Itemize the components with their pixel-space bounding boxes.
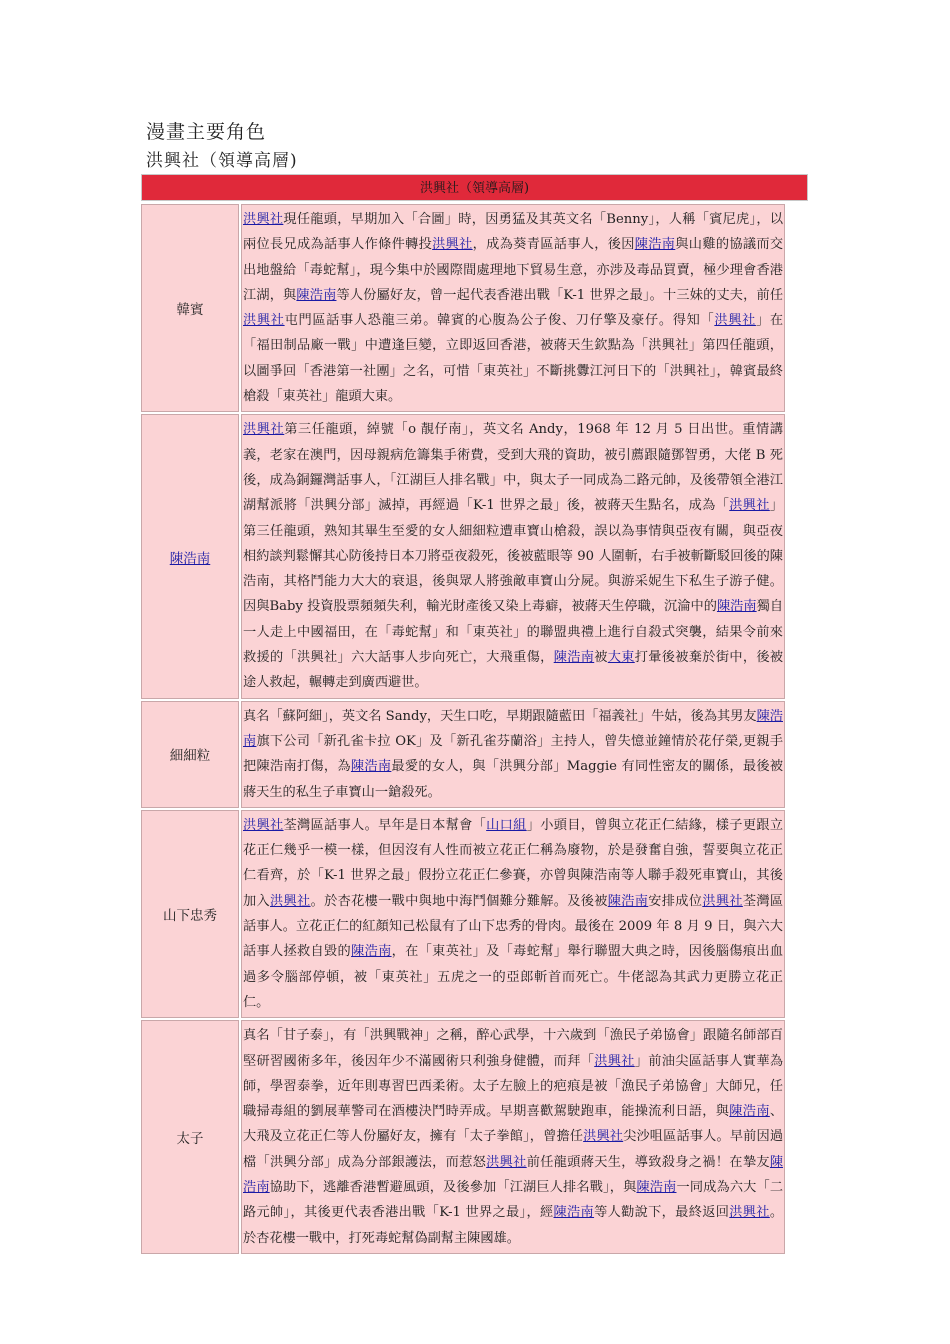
description-text: 被 — [594, 650, 608, 666]
description-text: 最愛的女人，與「洪興分部」Maggie 有同性密友的關係，最後被蔣天生的私生子車寶山一鎗殺死。 — [243, 759, 784, 800]
entity-link[interactable]: 陳浩南 — [351, 944, 392, 960]
entity-link[interactable]: 洪興社 — [243, 817, 284, 833]
character-name: 細細粒 — [169, 748, 211, 765]
entity-link[interactable]: 陳浩南 — [553, 650, 595, 666]
character-description — [241, 810, 785, 1018]
description-text: 、大飛及立花正仁等人份屬好友，擁有「太子拳館」，曾擔任 — [243, 1104, 784, 1145]
character-description — [241, 204, 785, 412]
entity-link[interactable]: 陳浩南 — [350, 759, 392, 775]
description-text: 第三任龍頭，綽號「o 靚仔南」，英文名 Andy，1968 年 12 月 5 日出世。重情講義，老家在澳門，因母親病危籌集手術費，受到大飛的資助，被引薦跟隨鄧智勇，大佬 B 死後，成為銅鑼灣話事人，「江湖巨人排名戰」中，與太子一同成為二路元帥，及後帶領全港江湖幫派將「洪興分部」滅掉，再經過「K-1 世界之最」後，被蔣天生點名，成為「 — [243, 422, 784, 514]
entity-link[interactable]: 洪興社 — [432, 237, 473, 253]
character-name: 山下忠秀 — [163, 908, 217, 925]
description-text: 。於杏花樓一戰中與地中海鬥個難分難解。及後被 — [310, 893, 608, 909]
entity-link[interactable]: 陳浩南 — [636, 1179, 677, 1195]
description-text: 一同成為六大「二路元帥」，其後更代表香港出戰「K-1 世界之最」，經 — [243, 1179, 784, 1221]
entity-link[interactable]: 洪興社 — [714, 313, 756, 329]
description-text: 」在「福田制品廠一戰」中遭逢巨變，立即返回香港，被蔣天生欽點為「洪興社」第四任龍頭，以圖爭回「香港第一社團」之名，可惜「東英社」不斷挑釁江河日下的「洪興社」，韓賓最終槍殺「東英社」龍頭大東。 — [243, 313, 784, 405]
entity-link[interactable]: 洪興社 — [594, 1053, 635, 1069]
entity-link[interactable]: 陳浩南 — [634, 237, 676, 253]
description-text: 」前油尖區話事人實華為師，學習泰拳，近年則專習巴西柔術。太子左臉上的疤痕是被「漁民子弟協會」大師兄，任職掃毒組的劉展華警司在酒樓決鬥時弄成。早期喜歡駕駛跑車，能操流利日語，與 — [243, 1053, 784, 1120]
entity-link[interactable]: 洪興社 — [729, 498, 770, 514]
description-text: 與山雞的協議而交出地盤給「毒蛇幫」，現今集中於國際間處理地下貿易生意，亦涉及毒品買賣，極少理會香港江湖，與 — [243, 237, 784, 303]
character-description — [241, 1020, 785, 1254]
description-text: ，在「東英社」及「毒蛇幫」舉行聯盟大典之時，因後腦傷痕出血過多令腦部停頓，被「東英社」五虎之一的亞郎斬首而死亡。牛佬認為其武力更勝立花正仁。 — [243, 944, 784, 1010]
description-text: 荃灣區話事人。早年是日本幫會「 — [283, 817, 487, 833]
character-name-cell — [141, 701, 239, 808]
character-name-cell — [141, 810, 239, 1018]
table-row — [141, 810, 785, 1018]
description-text: 尖沙咀區話事人。早前因過檔「洪興分部」成為分部銀護法，而惹怒 — [243, 1129, 784, 1170]
character-name-link[interactable]: 陳浩南 — [169, 550, 211, 567]
description-text: 。於杏花樓一戰中，打死毒蛇幫偽副幫主陳國雄。 — [243, 1205, 784, 1246]
character-name: 太子 — [176, 1131, 204, 1148]
table-row — [141, 414, 785, 698]
entity-link[interactable]: 陳浩南 — [729, 1104, 770, 1120]
description-text: 真名「甘子泰」，有「洪興戰神」之稱，醉心武學，十六歲到「漁民子弟協會」跟隨名師部百堅研習國術多年，後因年少不滿國術只利強身健體，而拜「 — [243, 1028, 783, 1069]
character-description — [241, 701, 785, 808]
entity-link[interactable]: 洪興社 — [243, 212, 284, 227]
character-rows — [139, 202, 787, 1256]
character-name-cell — [141, 1020, 239, 1254]
description-text: 打暈後被棄於街中，後被途人救起，輾轉走到廣西避世。 — [243, 650, 784, 691]
characters-table — [141, 174, 808, 1256]
entity-link[interactable]: 洪興社 — [486, 1154, 527, 1170]
entity-link[interactable]: 山口組 — [486, 817, 527, 833]
character-name-cell — [141, 414, 239, 698]
entity-link[interactable]: 洪興社 — [270, 893, 311, 909]
table-row — [141, 701, 785, 808]
page-title: 漫畫主要角色 — [146, 121, 267, 143]
description-text: 荃灣區話事人。立花正仁的紅顏知己松鼠有了山下忠秀的骨肉。最後在 2009 年 8 月 9 日，與六大話事人拯救自毀的 — [243, 893, 784, 960]
entity-link[interactable]: 陳浩南 — [243, 1154, 784, 1195]
character-name: 韓賓 — [176, 302, 204, 319]
table-row — [141, 1020, 785, 1254]
entity-link[interactable]: 大東 — [607, 650, 635, 666]
table-row — [141, 204, 785, 412]
description-text: 協助下，逃離香港暫避風頭，及後參加「江湖巨人排名戰」，與 — [269, 1179, 637, 1195]
entity-link[interactable]: 陳浩南 — [243, 708, 783, 749]
description-text: 前任龍頭蔣天生，導致殺身之禍！在摯友 — [526, 1154, 770, 1170]
entity-link[interactable]: 洪興社 — [243, 422, 285, 438]
section-title: 洪興社（領導高層) — [146, 151, 298, 171]
entity-link[interactable]: 洪興社 — [729, 1205, 770, 1221]
entity-link[interactable]: 陳浩南 — [296, 287, 337, 303]
entity-link[interactable]: 陳浩南 — [607, 893, 649, 909]
entity-link[interactable]: 洪興社 — [702, 893, 743, 909]
entity-link[interactable]: 洪興社 — [583, 1129, 624, 1145]
description-text: 等人份屬好友，曾一起代表香港出戰「K-1 世界之最」。十三妹的丈夫，前任 — [336, 287, 784, 303]
description-text: 屯門區話事人恐龍三弟。韓賓的心腹為公子俊、刀仔擎及豪仔。得知「 — [284, 313, 715, 329]
description-text: 現任龍頭，早期加入「合圖」時，因勇猛及其英文名「Benny」，人稱「賓尼虎」，以兩位長兄成為話事人作條件轉投 — [243, 212, 784, 253]
description-text: 旗下公司「新孔雀卡拉 OK」及「新孔雀芬蘭浴」主持人，曾失憶並鐘情於花仔榮,更親手把陳浩南打傷，為 — [243, 733, 784, 775]
description-text: 等人勸說下，最終返回 — [594, 1205, 730, 1221]
entity-link[interactable]: 洪興社 — [243, 313, 285, 329]
description-text: ，成為葵青區話事人，後因 — [472, 237, 635, 253]
character-name-cell — [141, 204, 239, 412]
description-text: 真名「蘇阿細」，英文名 Sandy，天生口吃，早期跟隨藍田「福義社」牛姑，後為其男友 — [243, 708, 757, 724]
character-description — [241, 414, 785, 698]
entity-link[interactable]: 陳浩南 — [716, 599, 757, 615]
table-header: 洪興社（領導高層) — [141, 174, 808, 201]
description-text: 安排成位 — [648, 893, 703, 909]
description-text: 獨自一人走上中國福田，在「毒蛇幫」和「東英社」的聯盟典禮上進行自殺式突襲，結果令前來救援的「洪興社」六大話事人步向死亡，大飛重傷， — [243, 599, 784, 666]
description-text: 」第三任龍頭，熟知其畢生至愛的女人細細粒遭車寶山槍殺，誤以為事情與亞夜有關，與亞夜相約談判鬆懈其心防後持日本刀將亞夜殺死，後被藍眼等 90 人圍斬，右手被斬斷駁回後的陳浩南，其格鬥能力大大的衰退，後與眾人將強敵車寶山分屍。與游采妮生下私生子游子健。因與Baby 投資股票頻頻失利，輸光財產後又染上毒癖，被蔣天生停職，沉淪中的 — [243, 498, 783, 615]
entity-link[interactable]: 陳浩南 — [553, 1205, 595, 1221]
description-text: 」小頭目，曾與立花正仁結緣，樣子更跟立花正仁幾乎一模一樣，但因沒有人性而被立花正仁稱為廢物，於是發奮自強，誓要與立花正仁看齊，於「K-1 世界之最」假扮立花正仁參賽，亦曾與陳浩南等人聯手殺死車寶山，其後加入 — [243, 817, 784, 909]
